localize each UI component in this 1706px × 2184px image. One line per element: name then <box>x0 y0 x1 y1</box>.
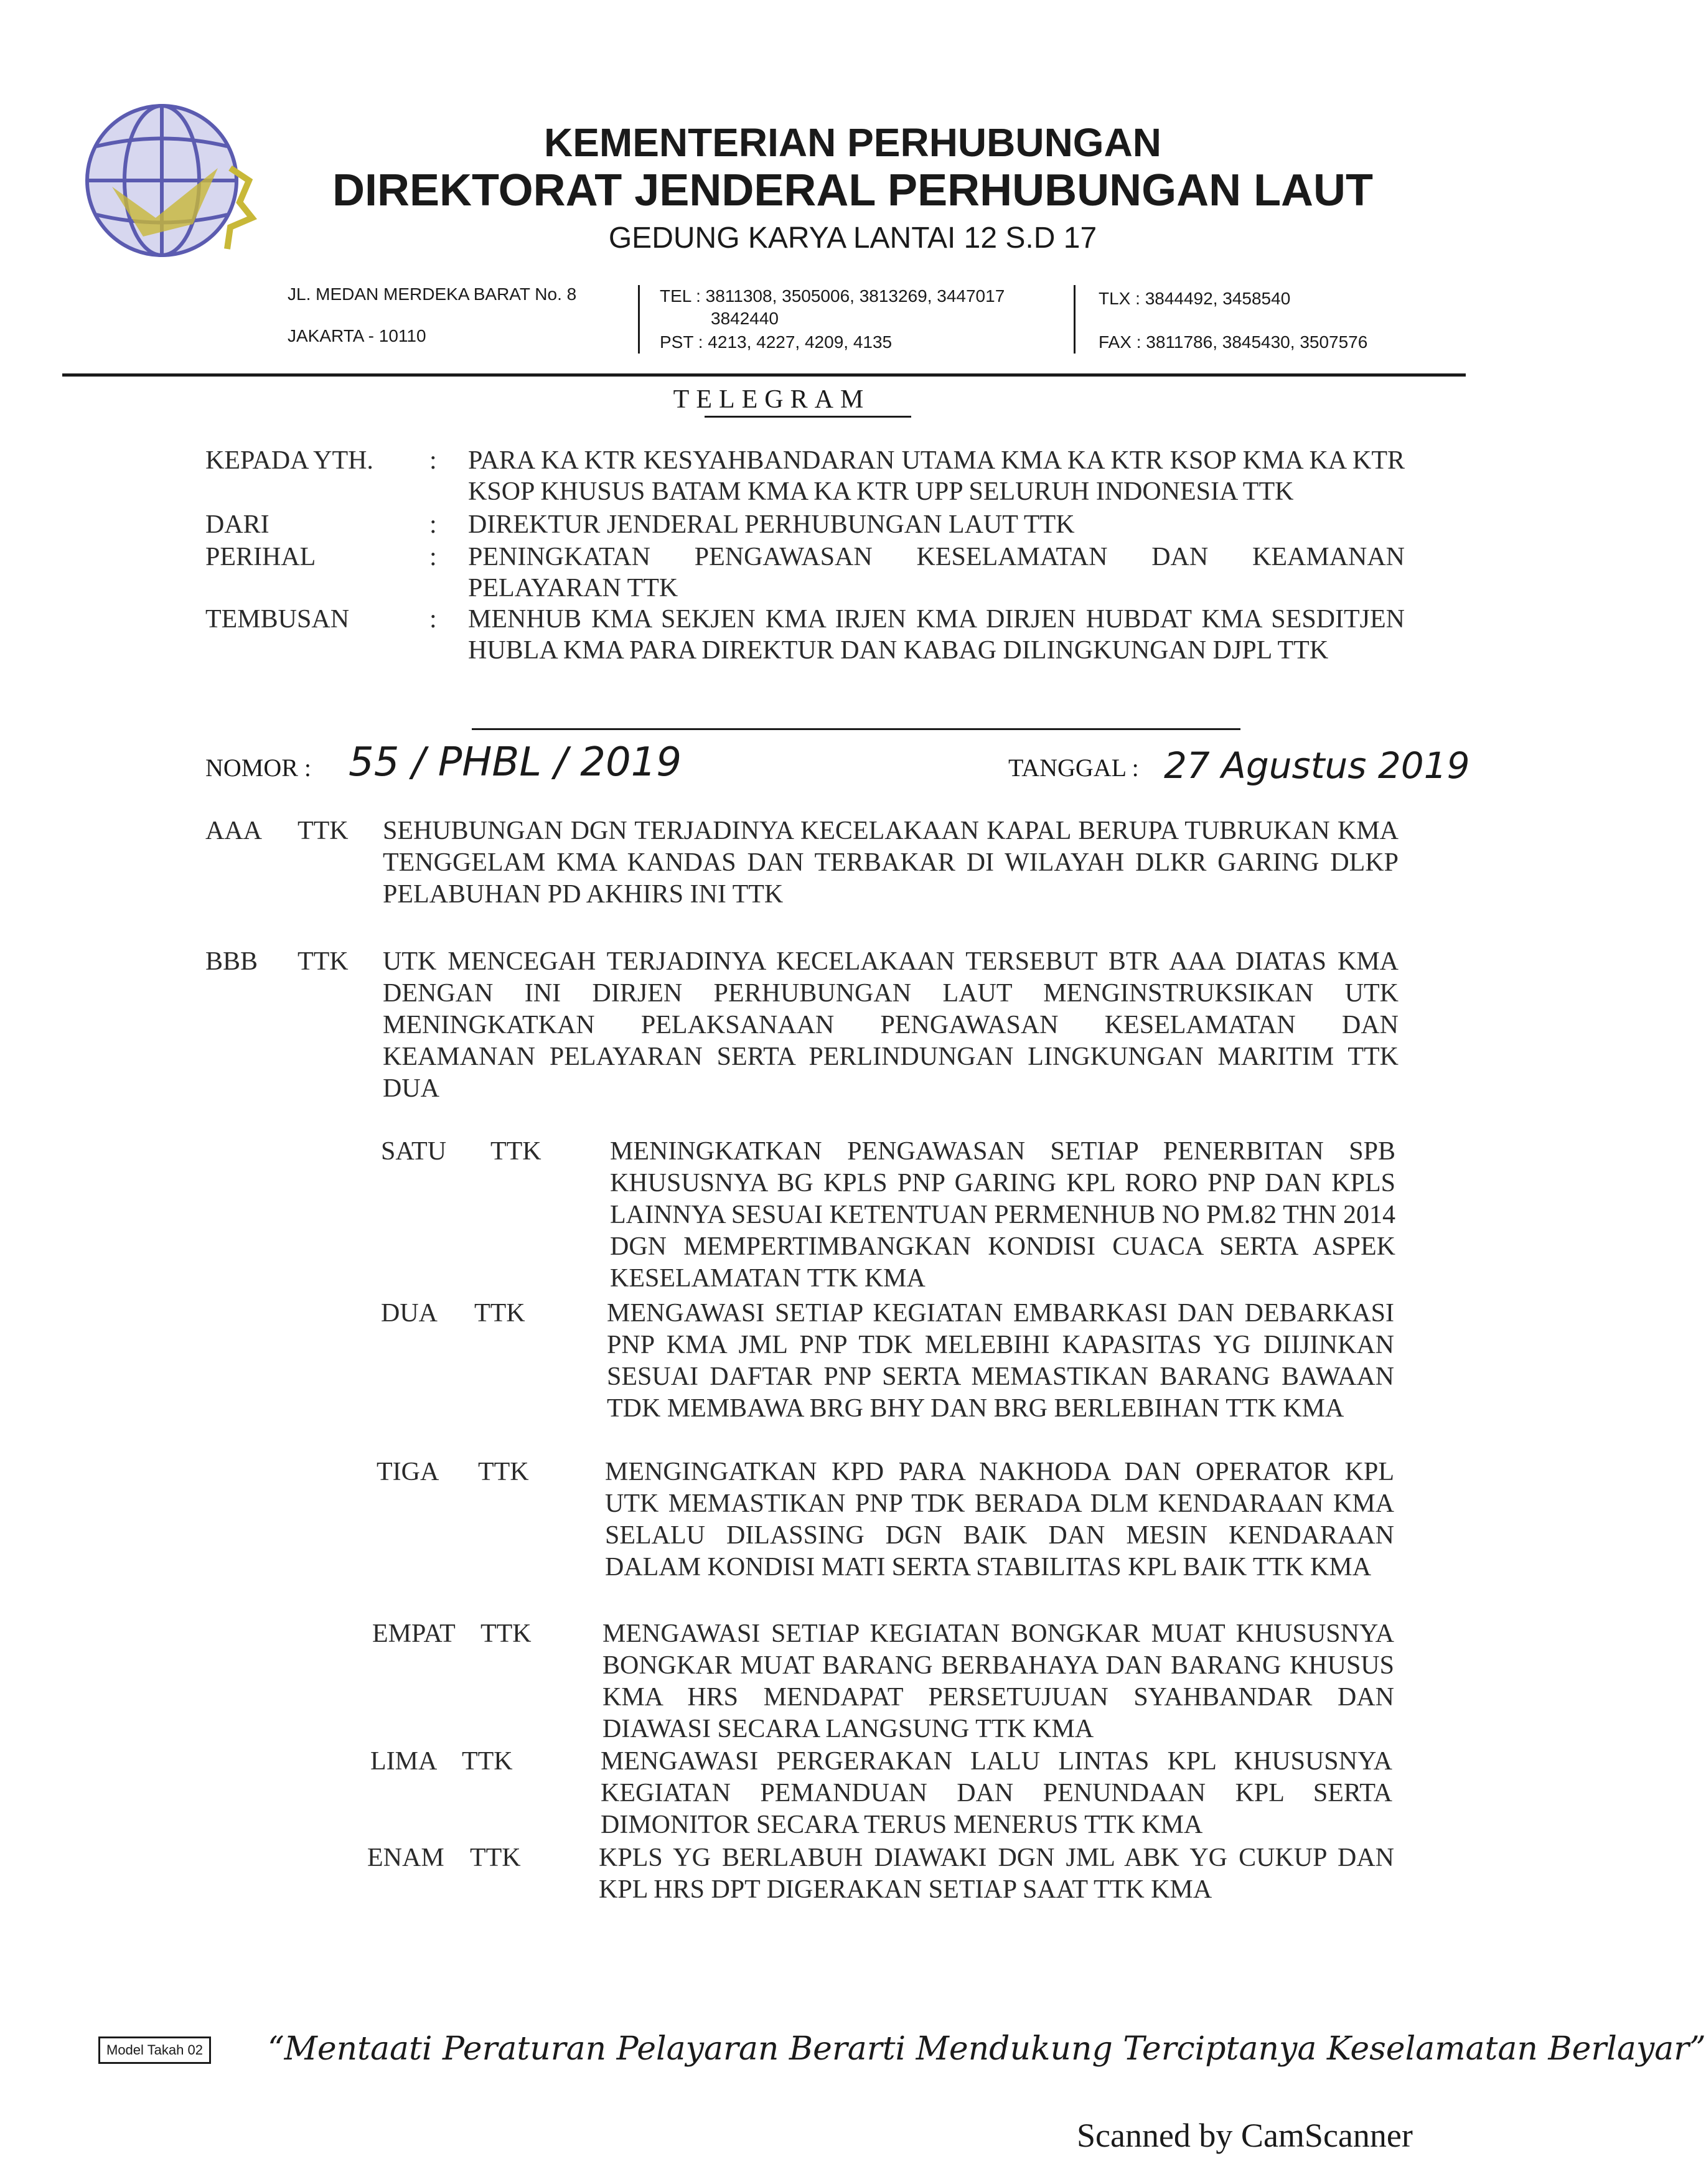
item-text: MENINGKATKAN PENGAWASAN SETIAP PENERBITAN SPB KHUSUSNYA BG KPLS PNP GARING KPL RORO PNP DAN KPLS LAINNYA SESUAI KETENTUAN PERMENHUB NO PM.82 THN 2014 DGN MEMPERTIMBANGKAN KONDISI CUACA SERTA ASPEK KESELAMATAN TTK KMA <box>610 1137 1395 1293</box>
item-text: MENGINGATKAN KPD PARA NAKHODA DAN OPERATOR KPL UTK MEMASTIKAN PNP TDK BERADA DLM KENDARAAN KMA SELALU DILASSING DGN BAIK DAN MESIN KENDARAAN DALAM KONDISI MATI SERTA STABILITAS KPL BAIK TTK KMA <box>605 1458 1394 1582</box>
letterhead-rule <box>62 373 1466 377</box>
ministry-name: KEMENTERIAN PERHUBUNGAN <box>543 120 1162 165</box>
number-label: NOMOR : <box>205 754 312 782</box>
header-rule <box>472 728 1240 730</box>
building-name: GEDUNG KARYA LANTAI 12 S.D 17 <box>608 222 1097 255</box>
colon: : <box>429 543 437 571</box>
item-label: SATU <box>381 1137 447 1166</box>
pst-value: : 4213, 4227, 4209, 4135 <box>698 332 893 352</box>
item-label: TIGA <box>377 1458 439 1486</box>
colon: : <box>429 510 437 539</box>
motto: “Mentaati Peraturan Pelayaran Berarti Mendukung Terciptanya Keselamatan Berlayar” <box>268 2030 1706 2068</box>
from-label: DARI <box>205 510 269 539</box>
item-ttk: TTK <box>478 1458 529 1486</box>
item-label: DUA <box>381 1299 438 1328</box>
fax-block <box>1099 331 1367 354</box>
item-ttk: TTK <box>480 1619 532 1648</box>
item-ttk: TTK <box>470 1844 521 1872</box>
fax-label: FAX <box>1099 332 1132 352</box>
paragraph-aaa-label: AAA <box>205 817 262 845</box>
cc-label: TEMBUSAN <box>205 605 350 634</box>
item-text: MENGAWASI SETIAP KEGIATAN BONGKAR MUAT KHUSUSNYA BONGKAR MUAT BARANG BERBAHAYA DAN BARANG KHUSUS KMA HRS MENDAPAT PERSETUJUAN SYAHBANDAR DAN DIAWASI SECARA LANGSUNG TTK KMA <box>602 1619 1394 1743</box>
subject-value: PENINGKATAN PENGAWASAN KESELAMATAN DAN KEAMANAN PELAYARAN TTK <box>468 543 1405 602</box>
date-value-handwritten: 27 Agustus 2019 <box>1164 744 1470 787</box>
item-text: MENGAWASI PERGERAKAN LALU LINTAS KPL KHUSUSNYA KEGIATAN PEMANDUAN DAN PENUNDAAN KPL SERTA DIMONITOR SECARA TERUS MENERUS TTK KMA <box>601 1747 1392 1839</box>
item-label: LIMA <box>370 1747 438 1776</box>
to-value: PARA KA KTR KESYAHBANDARAN UTAMA KMA KA KTR KSOP KMA KA KTR KSOP KHUSUS BATAM KMA KA KTR UPP SELURUH INDONESIA TTK <box>468 446 1405 506</box>
tel-block <box>660 285 1005 330</box>
item-text: KPLS YG BERLABUH DIAWAKI DGN JML ABK YG CUKUP DAN KPL HRS DPT DIGERAKAN SETIAP SAAT TTK KMA <box>599 1844 1394 1904</box>
document-title: TELEGRAM <box>673 385 871 414</box>
paragraph-bbb-text: UTK MENCEGAH TERJADINYA KECELAKAAN TERSEBUT BTR AAA DIATAS KMA DENGAN INI DIRJEN PERHUBUNGAN LAUT MENGINSTRUKSIKAN UTK MENINGKATKAN PELAKSANAAN PENGAWASAN KESELAMATAN DAN KEAMANAN PELAYARAN SERTA PERLINDUNGAN LINGKUNGAN MARITIM TTK DUA <box>383 947 1399 1103</box>
directorate-name: DIREKTORAT JENDERAL PERHUBUNGAN LAUT <box>332 166 1374 215</box>
colon: : <box>429 605 437 634</box>
model-label: Model Takah 02 <box>98 2036 211 2064</box>
pst-block <box>660 331 892 354</box>
address-line1: JL. MEDAN MERDEKA BARAT No. 8 <box>288 284 577 304</box>
item-ttk: TTK <box>462 1747 513 1776</box>
from-value: DIREKTUR JENDERAL PERHUBUNGAN LAUT TTK <box>468 510 1075 539</box>
tlx-block <box>1099 288 1290 310</box>
item-ttk: TTK <box>490 1137 541 1166</box>
tlx-label: TLX <box>1099 289 1131 308</box>
address-line2: JAKARTA - 10110 <box>288 326 426 345</box>
tel-value: : 3811308, 3505006, 3813269, 3447017 <box>696 286 1005 306</box>
colon: : <box>429 446 437 475</box>
tel-value2: 3842440 <box>711 309 779 328</box>
divider <box>1074 285 1076 354</box>
subject-label: PERIHAL <box>205 543 316 571</box>
to-label: KEPADA YTH. <box>205 446 373 475</box>
item-ttk: TTK <box>474 1299 525 1328</box>
scanner-watermark: Scanned by CamScanner <box>1077 2117 1413 2154</box>
item-text: MENGAWASI SETIAP KEGIATAN EMBARKASI DAN DEBARKASI PNP KMA JML PNP TDK MELEBIHI KAPASITAS YG DIIJINKAN SESUAI DAFTAR PNP SERTA MEMASTIKAN BARANG BAWAAN TDK MEMBAWA BRG BHY DAN BRG BERLEBIHAN TTK KMA <box>607 1299 1394 1423</box>
paragraph-aaa-text: SEHUBUNGAN DGN TERJADINYA KECELAKAAN KAPAL BERUPA TUBRUKAN KMA TENGGELAM KMA KANDAS DAN TERBAKAR DI WILAYAH DLKR GARING DLKP PELABUHAN PD AKHIRS INI TTK <box>383 817 1399 909</box>
tel-label: TEL <box>660 286 691 306</box>
tlx-value: : 3844492, 3458540 <box>1135 289 1291 308</box>
paragraph-aaa-ttk: TTK <box>298 817 349 845</box>
cc-value: MENHUB KMA SEKJEN KMA IRJEN KMA DIRJEN HUBDAT KMA SESDITJEN HUBLA KMA PARA DIREKTUR DAN KABAG DILINGKUNGAN DJPL TTK <box>468 605 1405 665</box>
date-label: TANGGAL : <box>1008 754 1139 782</box>
pst-label: PST <box>660 332 693 352</box>
title-underline <box>705 416 911 418</box>
item-label: ENAM <box>367 1844 444 1872</box>
divider <box>638 285 640 354</box>
paragraph-bbb-ttk: TTK <box>298 947 349 976</box>
number-value-handwritten: 55 / PHBL / 2019 <box>349 739 682 785</box>
paragraph-bbb-label: BBB <box>205 947 258 976</box>
fax-value: : 3811786, 3845430, 3507576 <box>1136 332 1368 352</box>
item-label: EMPAT <box>372 1619 456 1648</box>
